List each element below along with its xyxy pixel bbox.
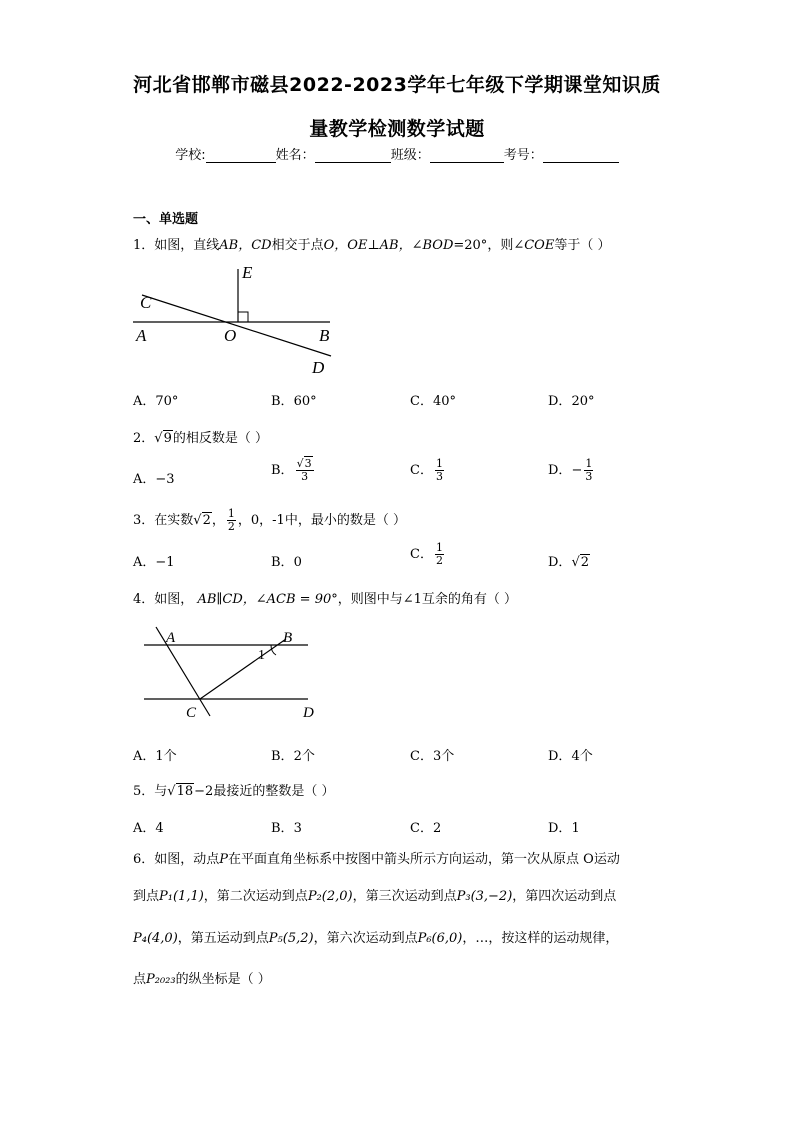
q5-option-d[interactable]: D．1: [548, 821, 580, 836]
question-1: [133, 234, 610, 253]
q1-text-a: 如图，直线: [154, 238, 220, 253]
question-number: 2．: [133, 431, 155, 446]
q1-var-lines: AB，CD: [219, 238, 272, 253]
q1-option-d[interactable]: D．20°: [548, 394, 595, 409]
question-6-line-1: 6．如图，动点P在平面直角坐标系中按图中箭头所示方向运动，第一次从原点 O运动: [133, 852, 620, 867]
question-3: 3．在实数√2， $\frac{1}{2}$ ，0，-1中，最小的数是（ ）: [133, 507, 406, 533]
question-6-line-4: 点P₂₀₂₃的纵坐标是（ ）: [133, 972, 271, 987]
class-label: 班级：: [390, 148, 430, 163]
label-d: D: [312, 358, 325, 377]
label-c: C: [140, 293, 152, 312]
q3-option-c[interactable]: C． $\frac{1}{2}$: [410, 541, 443, 567]
segment-bc: [200, 639, 286, 699]
q1-eq: =20°: [453, 238, 488, 253]
question-number: 6．: [133, 852, 155, 867]
question-number: 4．: [133, 592, 155, 607]
q1-var-cond: O，OE⊥AB，∠BOD: [323, 238, 454, 253]
q1-option-a[interactable]: A．70°: [133, 394, 179, 409]
q4-option-a[interactable]: A．1个: [133, 749, 177, 764]
name-blank[interactable]: [315, 148, 391, 163]
section-title: 一、单选题: [133, 212, 199, 227]
exam-no-blank[interactable]: [543, 148, 619, 163]
q5-option-a[interactable]: A．4: [133, 821, 164, 836]
question-number: 5．: [133, 784, 155, 799]
q4-option-b[interactable]: B．2个: [271, 749, 315, 764]
q4-text-b: ，则图中与∠1互余的角有（ ）: [337, 592, 518, 607]
label-o: O: [224, 326, 237, 345]
q2-option-b[interactable]: B． $\frac{√3}{3}$: [271, 457, 312, 483]
question-6-line-3: P₄(4,0)，第五运动到点P₅(5,2)，第六次运动到点P₆(6,0)，…，按这样的运动规律，: [133, 931, 619, 946]
q3-option-d[interactable]: D．√2: [548, 555, 590, 570]
class-blank[interactable]: [430, 148, 504, 163]
title-line-1: 河北省邯郸市磁县2022-2023学年七年级下学期课堂知识质: [133, 74, 661, 96]
q4-figure: [140, 624, 325, 724]
q4-condition: AB∥CD，∠ACB = 90°: [197, 592, 338, 607]
question-4: [133, 588, 517, 607]
q3-text-b: ，0，-1中，最小的数是（ ）: [237, 513, 406, 528]
q1-text-d: 等于（ ）: [554, 238, 611, 253]
q3-option-b[interactable]: B．0: [271, 555, 302, 570]
q1-angle: ∠COE: [513, 238, 555, 253]
q3-option-a[interactable]: A．−1: [133, 555, 175, 570]
q1-text-b: 相交于点: [271, 238, 324, 253]
label-1: 1: [258, 648, 265, 663]
line-cd: [142, 295, 331, 356]
label-e: E: [242, 263, 253, 282]
q2-radicand: 9: [163, 431, 172, 446]
question-6-line-2: 到点P₁(1,1)，第二次运动到点P₂(2,0)，第三次运动到点P₃(3,−2)，第四次运动到点: [133, 889, 617, 904]
q2-option-a[interactable]: A．−3: [133, 472, 175, 487]
school-blank[interactable]: [206, 148, 276, 163]
label-a: A: [136, 326, 147, 345]
exam-no-label: 考号：: [503, 148, 543, 163]
question-number: 3．: [133, 513, 155, 528]
q1-option-b[interactable]: B．60°: [271, 394, 317, 409]
q4-text-a: 如图，: [154, 592, 194, 607]
q5-radicand: 18: [176, 784, 194, 799]
label-d: D: [303, 705, 314, 721]
q1-figure: [130, 262, 340, 380]
q3-half: $\frac{1}{2}$: [227, 507, 235, 533]
q4-option-c[interactable]: C．3个: [410, 749, 455, 764]
q2-text: 的相反数是（ ）: [172, 431, 268, 446]
right-angle-mark: [238, 312, 248, 322]
student-info-line: [0, 144, 794, 163]
q2-option-d[interactable]: D．− $\frac{1}{3}$: [548, 457, 593, 483]
school-label: 学校:: [175, 148, 206, 163]
q5-text-b: 最接近的整数是（ ）: [213, 784, 335, 799]
title-line-2: 量教学检测数学试题: [309, 118, 485, 140]
question-2: 2．√9的相反数是（ ）: [133, 431, 268, 446]
q5-option-c[interactable]: C．2: [410, 821, 442, 836]
label-b: B: [319, 326, 330, 345]
q4-option-d[interactable]: D．4个: [548, 749, 593, 764]
q1-option-c[interactable]: C．40°: [410, 394, 456, 409]
name-label: 姓名：: [275, 148, 315, 163]
label-c: C: [186, 705, 197, 721]
q3-text-a: 在实数: [154, 513, 194, 528]
q3-radicand: 2: [202, 513, 211, 528]
segment-ac: [156, 627, 210, 716]
q5-option-b[interactable]: B．3: [271, 821, 302, 836]
q1-text-c: ，则: [487, 238, 514, 253]
q2-option-c[interactable]: C． $\frac{1}{3}$: [410, 457, 443, 483]
label-a: A: [166, 630, 176, 646]
question-number: 1．: [133, 238, 155, 253]
label-b: B: [283, 630, 293, 646]
question-5: 5．与√18−2最接近的整数是（ ）: [133, 784, 335, 799]
